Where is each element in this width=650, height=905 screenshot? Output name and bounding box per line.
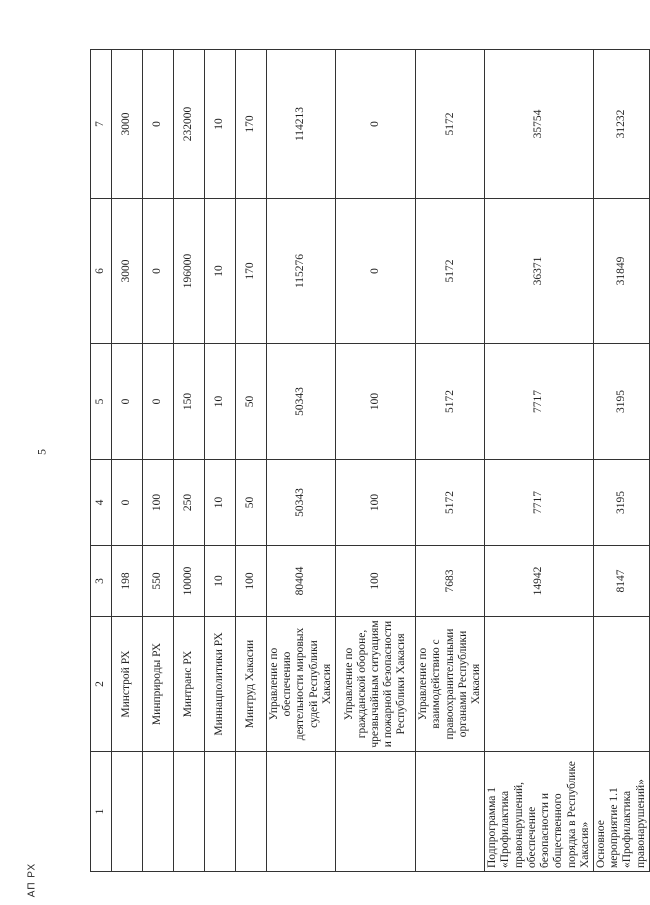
value-cell: 10 <box>205 460 236 546</box>
value-cell: 0 <box>112 460 143 546</box>
footer-code: АП РХ <box>26 862 38 898</box>
program-cell <box>236 752 267 872</box>
value-cell: 10 <box>205 50 236 199</box>
table-row <box>593 50 649 872</box>
value-cell: 50 <box>236 344 267 460</box>
header-cell: 4 <box>91 460 112 546</box>
table-row <box>416 50 485 872</box>
value-cell: 3000 <box>112 199 143 344</box>
value-cell: 5172 <box>416 50 485 199</box>
value-cell: 3195 <box>593 344 649 460</box>
table-rotation <box>90 50 647 872</box>
header-cell: 6 <box>91 199 112 344</box>
table-row <box>485 50 594 872</box>
header-cell: 5 <box>91 344 112 460</box>
value-cell: 36371 <box>485 199 594 344</box>
value-cell: 10 <box>205 546 236 617</box>
program-cell <box>267 752 336 872</box>
value-cell: 10 <box>205 344 236 460</box>
rotated-table-area <box>90 50 647 872</box>
executor-cell <box>593 617 649 752</box>
executor-cell: Миннацполитики РХ <box>205 617 236 752</box>
program-cell: Подпрограмма 1 «Профилактика правонарушений, обеспечение безопасности и общественного порядка в Республике Хакасия» <box>485 752 594 872</box>
value-cell: 150 <box>174 344 205 460</box>
value-cell: 0 <box>112 344 143 460</box>
value-cell: 0 <box>143 344 174 460</box>
header-cell: 3 <box>91 546 112 617</box>
value-cell: 5172 <box>416 344 485 460</box>
value-cell: 196000 <box>174 199 205 344</box>
program-cell <box>416 752 485 872</box>
budget-table <box>90 49 650 872</box>
value-cell: 3000 <box>112 50 143 199</box>
value-cell: 232000 <box>174 50 205 199</box>
value-cell: 35754 <box>485 50 594 199</box>
value-cell: 50 <box>236 460 267 546</box>
value-cell: 0 <box>143 199 174 344</box>
value-cell: 7717 <box>485 460 594 546</box>
table-row <box>205 50 236 872</box>
value-cell: 114213 <box>267 50 336 199</box>
value-cell: 250 <box>174 460 205 546</box>
value-cell: 0 <box>143 50 174 199</box>
program-cell: Основное мероприятие 1.1 «Профилактика правонарушений» <box>593 752 649 872</box>
executor-cell: Управление по обеспечению деятельности мировых судей Республики Хакасия <box>267 617 336 752</box>
value-cell: 31232 <box>593 50 649 199</box>
value-cell: 10000 <box>174 546 205 617</box>
value-cell: 100 <box>143 460 174 546</box>
executor-cell: Управление по взаимодействию с правоохранительными органами Республики Хакасия <box>416 617 485 752</box>
program-cell <box>143 752 174 872</box>
value-cell: 10 <box>205 199 236 344</box>
value-cell: 50343 <box>267 460 336 546</box>
executor-cell: Минтруд Хакасии <box>236 617 267 752</box>
value-cell: 100 <box>336 460 416 546</box>
value-cell: 3195 <box>593 460 649 546</box>
program-cell <box>112 752 143 872</box>
value-cell: 0 <box>336 50 416 199</box>
value-cell: 100 <box>236 546 267 617</box>
table-row <box>236 50 267 872</box>
executor-cell: Управление по гражданской обороне, чрезвычайным ситуациям и пожарной безопасности Республики Хакасия <box>336 617 416 752</box>
table-row <box>174 50 205 872</box>
value-cell: 31849 <box>593 199 649 344</box>
value-cell: 170 <box>236 199 267 344</box>
value-cell: 0 <box>336 199 416 344</box>
program-cell <box>205 752 236 872</box>
value-cell: 50343 <box>267 344 336 460</box>
value-cell: 5172 <box>416 199 485 344</box>
page-number: 5 <box>34 449 49 455</box>
executor-cell: Минприроды РХ <box>143 617 174 752</box>
table-body <box>91 50 650 872</box>
table-row <box>112 50 143 872</box>
header-cell: 2 <box>91 617 112 752</box>
table-row <box>336 50 416 872</box>
value-cell: 550 <box>143 546 174 617</box>
value-cell: 8147 <box>593 546 649 617</box>
value-cell: 100 <box>336 344 416 460</box>
program-cell <box>174 752 205 872</box>
value-cell: 100 <box>336 546 416 617</box>
value-cell: 7717 <box>485 344 594 460</box>
executor-cell: Минтранс РХ <box>174 617 205 752</box>
value-cell: 170 <box>236 50 267 199</box>
value-cell: 115276 <box>267 199 336 344</box>
executor-cell: Минстрой РХ <box>112 617 143 752</box>
header-cell: 7 <box>91 50 112 199</box>
header-cell: 1 <box>91 752 112 872</box>
table-row <box>143 50 174 872</box>
program-cell <box>336 752 416 872</box>
value-cell: 80404 <box>267 546 336 617</box>
value-cell: 7683 <box>416 546 485 617</box>
table-row <box>267 50 336 872</box>
value-cell: 198 <box>112 546 143 617</box>
value-cell: 5172 <box>416 460 485 546</box>
executor-cell <box>485 617 594 752</box>
value-cell: 14942 <box>485 546 594 617</box>
table-header-row <box>91 50 112 872</box>
